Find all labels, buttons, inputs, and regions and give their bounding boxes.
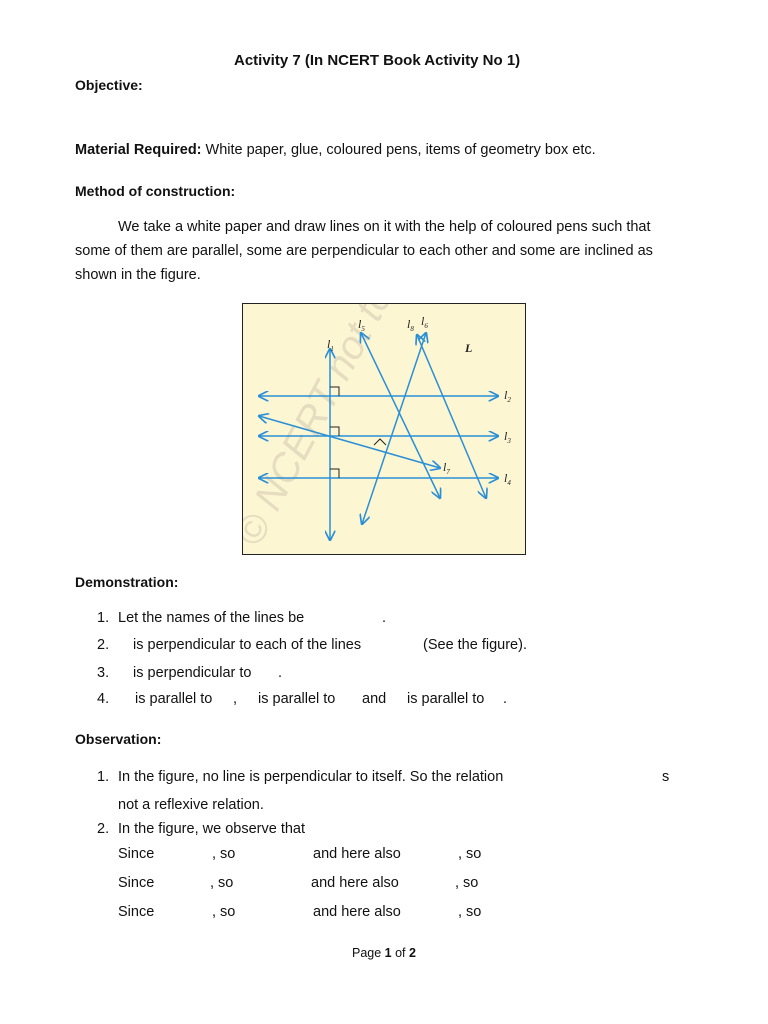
lines-figure [242,303,526,555]
obs-item-2-num: 2. [97,821,110,837]
obs-row-2-since: Since [118,875,155,891]
line-l5 [361,333,440,498]
demo-item-4-num: 4. [97,691,110,707]
label-l2: $l_2$ [504,388,511,404]
obs-row-3-so: , so [212,904,236,920]
demo-item-1-num: 1. [97,610,110,626]
demonstration-heading: Demonstration: [75,574,179,590]
label-l5: $l_5$ [358,317,365,333]
right-angle-mark-4 [374,439,386,445]
label-L: L [465,341,473,355]
line-l6 [362,333,426,524]
obs-row-1-so2: , so [458,846,482,862]
demo-item-4-and: and [362,691,387,707]
obs-item-2-text: In the figure, we observe that [118,821,305,837]
demo-item-1-end: . [382,610,387,626]
page-current: 1 [384,946,392,960]
obs-row-2-so2: , so [455,875,479,891]
demo-item-4-end: . [503,691,508,707]
demo-item-3-text: is perpendicular to [133,665,252,681]
method-line-3: shown in the figure. [75,267,201,283]
right-angle-mark-3 [330,469,339,478]
method-line-2: some of them are parallel, some are perpendicular to each other and some are inclined as [75,243,653,259]
demo-item-4-comma: , [233,691,238,707]
obs-row-3-also: and here also [313,904,401,920]
label-l3: $l_3$ [504,429,511,445]
demo-item-4-text-b: is parallel to [258,691,336,707]
lines-figure-svg [243,304,527,556]
page-total: 2 [409,946,416,960]
obs-item-1-text: In the figure, no line is perpendicular to itself. So the relation [118,769,504,785]
obs-row-1-so: , so [212,846,236,862]
material-required [75,142,596,158]
label-l8: $l_8$ [407,317,414,333]
objective-heading: Objective: [75,77,143,93]
page-of: of [391,946,409,960]
demo-item-1-text: Let the names of the lines be [118,610,305,626]
obs-row-1-also: and here also [313,846,401,862]
material-text: White paper, glue, coloured pens, items of geometry box etc. [201,142,596,158]
obs-row-2-also: and here also [311,875,399,891]
obs-item-1-num: 1. [97,769,110,785]
demo-item-4-text-a: is parallel to [135,691,213,707]
demo-item-2-num: 2. [97,637,110,653]
obs-row-3-since: Since [118,904,155,920]
label-l4: $l_4$ [504,471,511,487]
page-label: Page [352,946,385,960]
method-line-1: We take a white paper and draw lines on it with the help of coloured pens such that [118,219,651,235]
label-l1: $l_1$ [327,337,334,353]
page-number [352,946,416,960]
demo-item-4-text-c: is parallel to [407,691,485,707]
label-l7: $l_7$ [443,460,450,476]
material-label: Material Required: [75,142,202,158]
method-heading: Method of construction: [75,183,236,199]
obs-item-1-tail: s [662,769,670,785]
obs-row-2-so: , so [210,875,234,891]
obs-row-1-since: Since [118,846,155,862]
observation-heading: Observation: [75,731,162,747]
demo-item-2-end: (See the figure). [423,637,527,653]
watermark-text [243,304,527,553]
demo-item-3-end: . [278,665,283,681]
obs-row-3-so2: , so [458,904,482,920]
page-title: Activity 7 (In NCERT Book Activity No 1) [234,52,521,69]
obs-item-1-cont: not a reflexive relation. [118,797,264,813]
label-l6: $l_6$ [421,314,428,330]
line-l8 [417,335,486,498]
demo-item-3-num: 3. [97,665,110,681]
demo-item-2-text: is perpendicular to each of the lines [133,637,362,653]
